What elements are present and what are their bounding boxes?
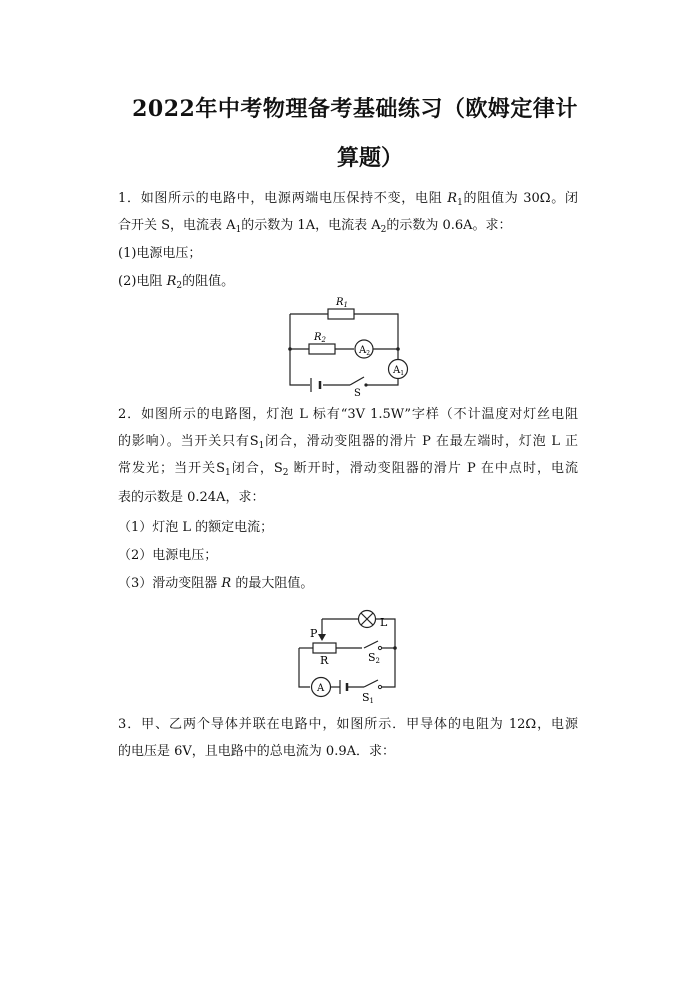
junction-dot — [288, 347, 292, 351]
q3-line1: 3．甲、乙两个导体并联在电路中，如图所示．甲导体的电阻为 12Ω，电源 — [118, 717, 578, 732]
q2-part3: （3）滑动变阻器 R 的最大阻值。 — [118, 576, 314, 591]
junction-dot — [393, 646, 397, 650]
circuit-figure-2 — [296, 608, 406, 708]
resistor-r2 — [309, 344, 335, 354]
q2-line4: 表的示数是 0.24A，求： — [118, 490, 265, 505]
label-p: P — [310, 627, 318, 640]
label-a2: $A_2$ — [359, 345, 371, 357]
document-title-continued: 算题） — [336, 145, 403, 171]
q2-part1: （1）灯泡 L 的额定电流； — [118, 520, 274, 535]
switch-s-blade — [350, 377, 364, 385]
switch-s-contact — [364, 383, 367, 386]
label-r1: $R_1$ — [336, 297, 348, 309]
document-title: 2022年中考物理备考基础练习（欧姆定律计 — [132, 96, 578, 122]
switch-s1-blade — [364, 680, 378, 687]
q1-line2: 合开关 S，电流表 $A_1$的示数为 1A，电流表 $A_2$的示数为 0.6A。求： — [118, 218, 512, 235]
q2-line2: 的影响）。当开关只有$S_1$闭合，滑动变阻器的滑片 P 在最左端时，灯泡 L 正 — [118, 434, 578, 451]
q1-part2: (2)电阻 $R_2$的阻值。 — [118, 274, 235, 291]
label-s: S — [354, 388, 361, 399]
rheostat-r — [313, 643, 336, 653]
slider-arrowhead — [318, 634, 326, 641]
q3-line2: 的电压是 6V，且电路中的总电流为 0.9A．求： — [118, 744, 395, 759]
q1-part1: (1)电源电压； — [118, 246, 202, 261]
label-s1: S1 — [362, 691, 375, 705]
junction-dot — [396, 347, 400, 351]
label-s2: S2 — [368, 651, 381, 665]
q2-part2: （2）电源电压； — [118, 548, 218, 563]
q1-line1: 1．如图所示的电路中，电源两端电压保持不变，电阻 $R_1$的阻值为 30Ω。闭 — [118, 191, 579, 208]
switch-s2-blade — [364, 641, 378, 648]
label-a1: $A_1$ — [393, 365, 405, 377]
label-a: A — [317, 683, 325, 694]
label-l: L — [380, 616, 388, 629]
resistor-r1 — [328, 309, 354, 319]
q2-line3: 常发光；当开关$S_1$闭合，$S_2$ 断开时，滑动变阻器的滑片 P 在中点时，电流 — [118, 461, 578, 478]
q2-line1: 2．如图所示的电路图，灯泡 L 标有“3V 1.5W”字样（不计温度对灯丝电阻 — [118, 407, 578, 422]
label-r2: $R_2$ — [314, 332, 326, 344]
switch-s2-contact — [378, 646, 381, 649]
switch-s1-contact — [378, 685, 381, 688]
label-r: R — [320, 654, 329, 667]
circuit-figure-1 — [284, 294, 414, 399]
